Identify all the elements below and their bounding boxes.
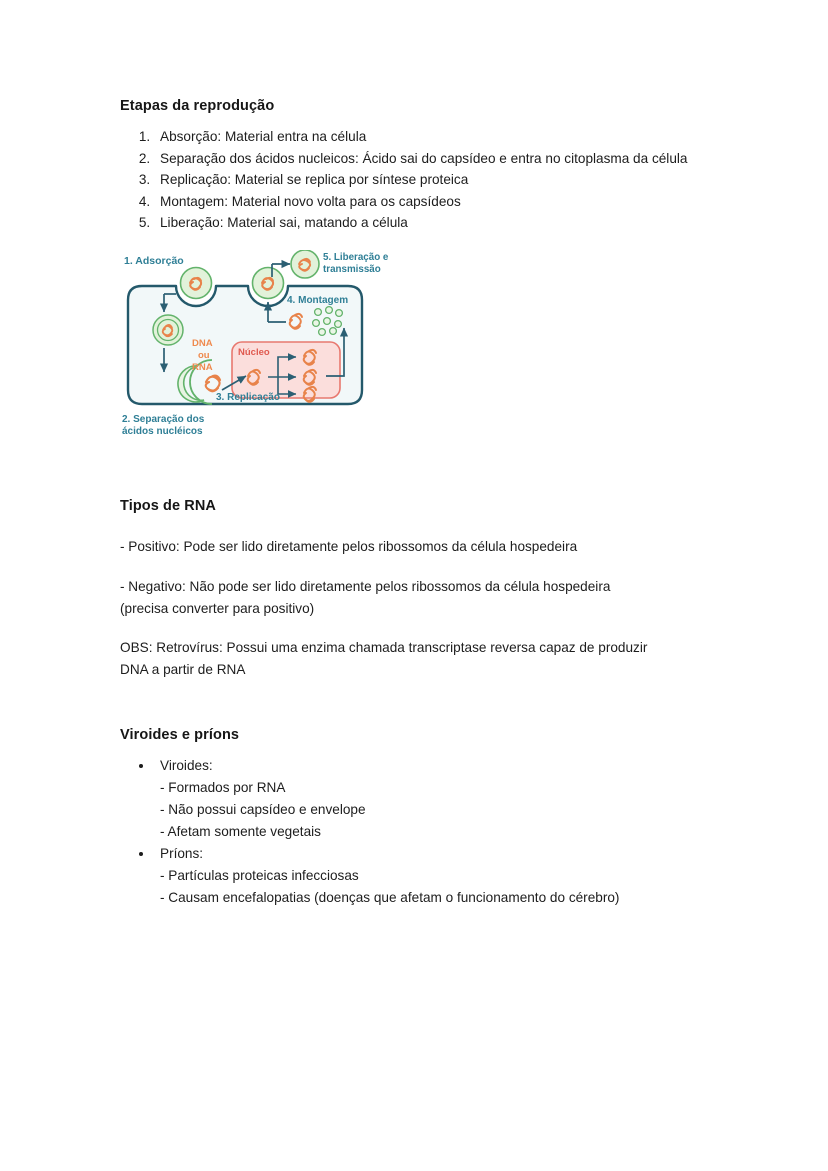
paragraph-obs-retrovirus: [120, 637, 720, 681]
paragraph-negativo-line1: - Negativo: Não pode ser lido diretamente pelos ribossomos da célula hospedeira: [120, 578, 611, 594]
viral-replication-diagram: [120, 250, 420, 440]
list-item-label: • Príons:: [160, 845, 204, 861]
label-adsorcao: 1. Adsorção: [124, 254, 184, 267]
list-item-label: • Viroides:: [160, 757, 213, 773]
nucleus-label: Núcleo: [238, 346, 270, 358]
paragraph-positivo: - Positivo: Pode ser lido diretamente pelos ribossomos da célula hospedeira: [120, 538, 578, 554]
sub-item: - Partículas proteicas infecciosas: [160, 867, 359, 883]
label-separacao-line1: 2. Separação dos: [122, 413, 205, 425]
page-title-viroides-prions: Viroides e príons: [120, 726, 240, 743]
list-item: 2. Separação dos ácidos nucleicos: Ácido sai do capsídeo e entra no citoplasma da célula: [154, 148, 720, 170]
list-item: 5. Liberação: Material sai, matando a célula: [154, 212, 720, 234]
document-content: [120, 98, 720, 909]
sub-item: - Afetam somente vegetais: [160, 823, 321, 839]
list-item: 4. Montagem: Material novo volta para os capsídeos: [154, 191, 720, 213]
cell-nucleus: [232, 342, 340, 398]
virus-particle-adsorbing: [181, 267, 212, 298]
label-separacao-line2: ácidos nucléicos: [122, 425, 203, 437]
virus-particle-internalized: [153, 315, 183, 345]
paragraph-obs-line2: DNA a partir de RNA: [120, 662, 246, 678]
page-title-tipos-rna: Tipos de RNA: [120, 497, 216, 514]
list-item: 1. Absorção: Material entra na célula: [154, 126, 720, 148]
page-title-etapas: Etapas da reprodução: [120, 98, 275, 114]
label-replicacao: 3. Replicação: [216, 391, 280, 403]
label-montagem: 4. Montagem: [287, 294, 349, 306]
diagram-svg: [120, 250, 420, 440]
sub-item: - Formados por RNA: [160, 779, 286, 795]
virus-particle-budding: [253, 267, 284, 298]
steps-list: [120, 126, 720, 234]
label-liberacao-line1: 5. Liberação e: [323, 251, 389, 263]
list-item-prions: [154, 843, 720, 909]
list-item-viroides: [154, 755, 720, 843]
paragraph-negativo: [120, 576, 720, 620]
svg-text:DNA: DNA: [192, 337, 213, 349]
svg-text:ou: ou: [198, 349, 210, 361]
svg-text:RNA: RNA: [192, 361, 213, 373]
list-item: 3. Replicação: Material se replica por síntese proteica: [154, 169, 720, 191]
paragraph-negativo-line2: (precisa converter para positivo): [120, 600, 315, 616]
viroides-prions-list: [120, 755, 720, 909]
paragraph-obs-line1: OBS: Retrovírus: Possui uma enzima chamada transcriptase reversa capaz de produzir: [120, 640, 648, 656]
sub-item: - Não possui capsídeo e envelope: [160, 801, 366, 817]
label-liberacao-line2: transmissão: [323, 263, 381, 275]
sub-item: - Causam encefalopatias (doenças que afetam o funcionamento do cérebro): [160, 889, 620, 905]
